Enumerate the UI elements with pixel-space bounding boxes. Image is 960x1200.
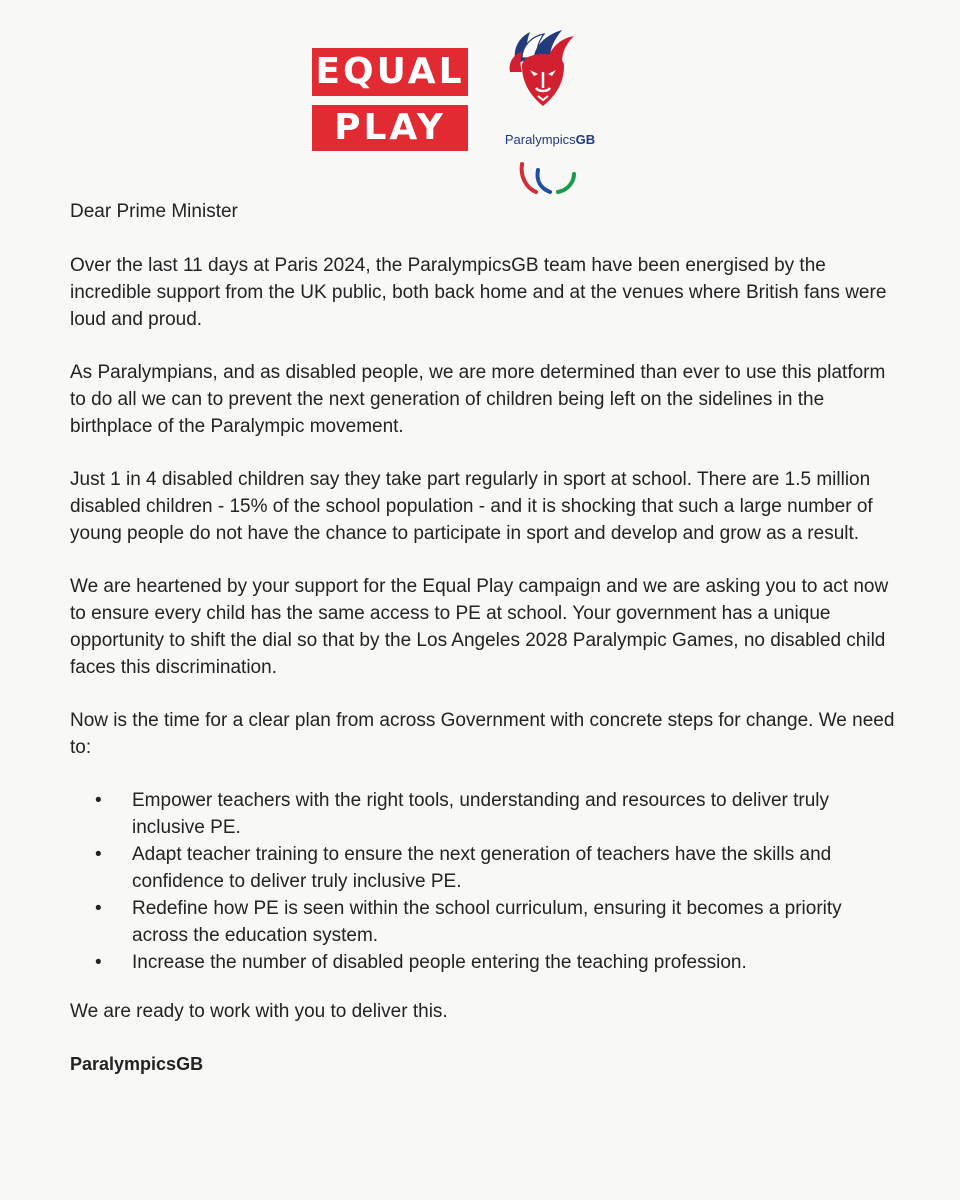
logo-header xyxy=(0,0,960,180)
list-item xyxy=(70,895,900,949)
list-item xyxy=(70,787,900,841)
paragraph-paris: Over the last 11 days at Paris 2024, the ParalympicsGB team have been energised by the incredible support from the UK public, both back home and at the venues where British fans were loud and proud. xyxy=(70,255,887,330)
list-item-text: Increase the number of disabled people entering the teaching profession. xyxy=(132,952,747,973)
list-item-text: Adapt teacher training to ensure the next generation of teachers have the skills and confidence to deliver truly inclusive PE. xyxy=(132,844,832,892)
wordmark-bold: GB xyxy=(575,132,596,147)
lion-head-icon xyxy=(508,28,578,110)
bullet-icon: • xyxy=(95,790,102,811)
signature: ParalympicsGB xyxy=(70,1054,204,1074)
bullet-icon: • xyxy=(95,952,102,973)
bullet-icon: • xyxy=(95,844,102,865)
paralympicsgb-logo xyxy=(480,28,620,173)
paragraph-plan: Now is the time for a clear plan from across Government with concrete steps for change. We need to: xyxy=(70,710,895,758)
paragraph-equal-play: We are heartened by your support for the Equal Play campaign and we are asking you to act now to ensure every child has the same access to PE at school. Your government has a unique opportunity to shift the dial so that by the Los Angeles 2028 Paralympic Games, no disabled child faces this discrimination. xyxy=(70,576,889,678)
action-list xyxy=(70,787,900,976)
equal-play-logo xyxy=(312,48,468,151)
list-item xyxy=(70,841,900,895)
list-item xyxy=(70,949,900,976)
paragraph-statistics: Just 1 in 4 disabled children say they take part regularly in sport at school. There are 1.5 million disabled children - 15% of the school population - and it is shocking that such a large number of young people do not have the chance to participate in sport and develop and grow as a result. xyxy=(70,469,873,544)
closing-line: We are ready to work with you to deliver this. xyxy=(70,1001,448,1022)
paralympicsgb-wordmark xyxy=(480,132,620,147)
list-item-text: Redefine how PE is seen within the school curriculum, ensuring it becomes a priority across the education system. xyxy=(132,898,842,946)
agitos-icon xyxy=(518,160,578,198)
paragraph-determination: As Paralympians, and as disabled people, we are more determined than ever to use this platform to do all we can to prevent the next generation of children being left on the sidelines in the birthplace of the Paralympic movement. xyxy=(70,362,886,437)
equal-play-logo-line1: EQUAL xyxy=(312,48,468,96)
list-item-text: Empower teachers with the right tools, understanding and resources to deliver truly inclusive PE. xyxy=(132,790,830,838)
letter-body xyxy=(70,198,900,1104)
bullet-icon: • xyxy=(95,898,102,919)
wordmark-regular: Paralympics xyxy=(504,132,576,147)
salutation: Dear Prime Minister xyxy=(70,201,238,222)
equal-play-logo-line2: PLAY xyxy=(312,105,468,151)
